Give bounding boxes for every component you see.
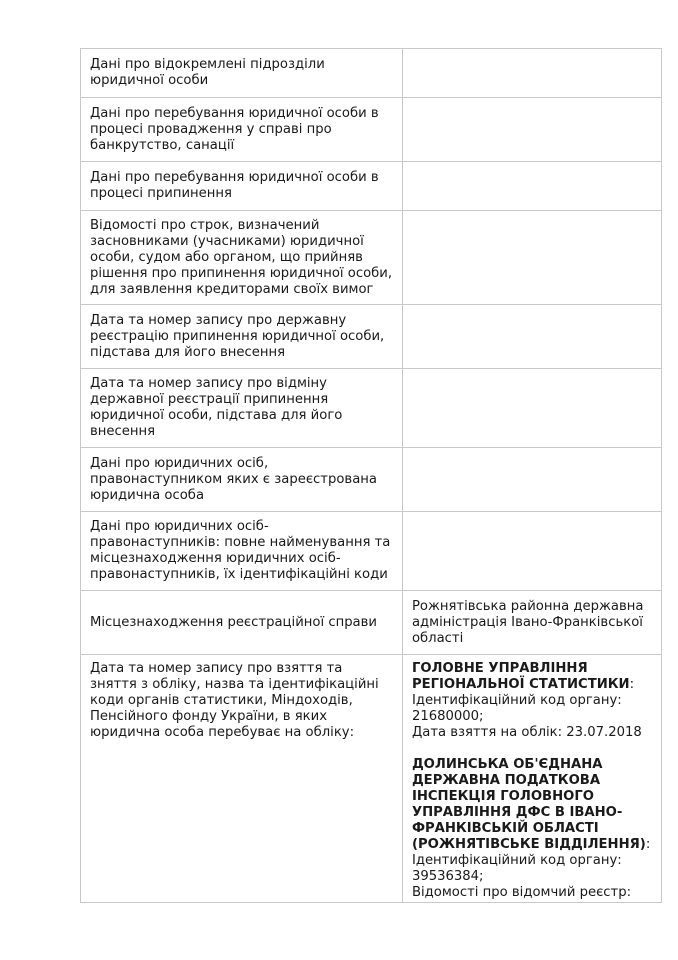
row-value bbox=[402, 211, 661, 305]
org-date: Дата взяття на облік: 23.07.2018 bbox=[411, 725, 642, 740]
row-label: Дані про перебування юридичної особи в процесі припинення bbox=[81, 162, 403, 211]
org-colon: : bbox=[629, 677, 635, 692]
row-label: Дані про перебування юридичної особи в процесі провадження у справі про банкрутство, санації bbox=[81, 98, 403, 162]
registration-label-text: Дата та номер запису про взяття та зняття з обліку, назва та ідентифікаційні коди органів статистики, Міндоходів, Пенсійного фонду України, в яких юридична особа перебуває на обліку: bbox=[90, 661, 379, 740]
row-value bbox=[402, 162, 661, 211]
table-row-registration bbox=[81, 655, 662, 903]
table-row bbox=[81, 591, 662, 655]
registry-extract-table bbox=[80, 48, 662, 903]
row-value: Рожнятівська районна державна адміністрація Івано-Франківської області bbox=[402, 591, 661, 655]
row-value bbox=[402, 305, 661, 369]
row-label: Місцезнаходження реєстраційної справи bbox=[81, 591, 403, 655]
table-row bbox=[81, 512, 662, 591]
row-label: Дата та номер запису про державну реєстрацію припинення юридичної особи, підстава для його внесення bbox=[81, 305, 403, 369]
table-row bbox=[81, 211, 662, 305]
row-label: Відомості про строк, визначений засновниками (учасниками) юридичної особи, судом або органом, що прийняв рішення про припинення юридичної особи, для заявлення кредиторами своїх вимог bbox=[81, 211, 403, 305]
table-row bbox=[81, 98, 662, 162]
row-label: Дата та номер запису про відміну державної реєстрації припинення юридичної особи, підстава для його внесення bbox=[81, 369, 403, 448]
row-label: Дані про юридичних осіб-правонаступників: повне найменування та місцезнаходження юридичних осіб-правонаступників, їх ідентифікаційні коди bbox=[81, 512, 403, 591]
registration-label bbox=[81, 655, 403, 903]
table-row bbox=[81, 162, 662, 211]
row-value bbox=[402, 49, 661, 98]
table-row bbox=[81, 369, 662, 448]
org-registry: Відомості про відомчий реєстр: bbox=[411, 885, 632, 900]
row-value bbox=[402, 448, 661, 512]
row-value bbox=[402, 98, 661, 162]
table-row bbox=[81, 305, 662, 369]
registration-org-statistics bbox=[412, 661, 652, 741]
row-value bbox=[402, 369, 661, 448]
row-label: Дані про відокремлені підрозділи юридичної особи bbox=[81, 49, 403, 98]
org-name: ДОЛИНСЬКА ОБ'ЄДНАНА ДЕРЖАВНА ПОДАТКОВА ІНСПЕКЦІЯ ГОЛОВНОГО УПРАВЛІННЯ ДФС В ІВАНО-ФРАНКІВСЬКІЙ ОБЛАСТІ (РОЖНЯТІВСЬКЕ ВІДДІЛЕННЯ) bbox=[411, 757, 646, 852]
org-name: ГОЛОВНЕ УПРАВЛІННЯ РЕГІОНАЛЬНОЇ СТАТИСТИКИ bbox=[411, 661, 630, 692]
org-colon: : bbox=[645, 837, 651, 852]
table-row bbox=[81, 49, 662, 98]
registration-org-tax bbox=[412, 757, 652, 901]
org-code: Ідентифікаційний код органу: 21680000; bbox=[411, 693, 622, 724]
row-label: Дані про юридичних осіб, правонаступником яких є зареєстрована юридична особа bbox=[81, 448, 403, 512]
org-code: Ідентифікаційний код органу: 39536384; bbox=[411, 853, 622, 884]
registration-value bbox=[402, 655, 661, 903]
row-value bbox=[402, 512, 661, 591]
table-row bbox=[81, 448, 662, 512]
